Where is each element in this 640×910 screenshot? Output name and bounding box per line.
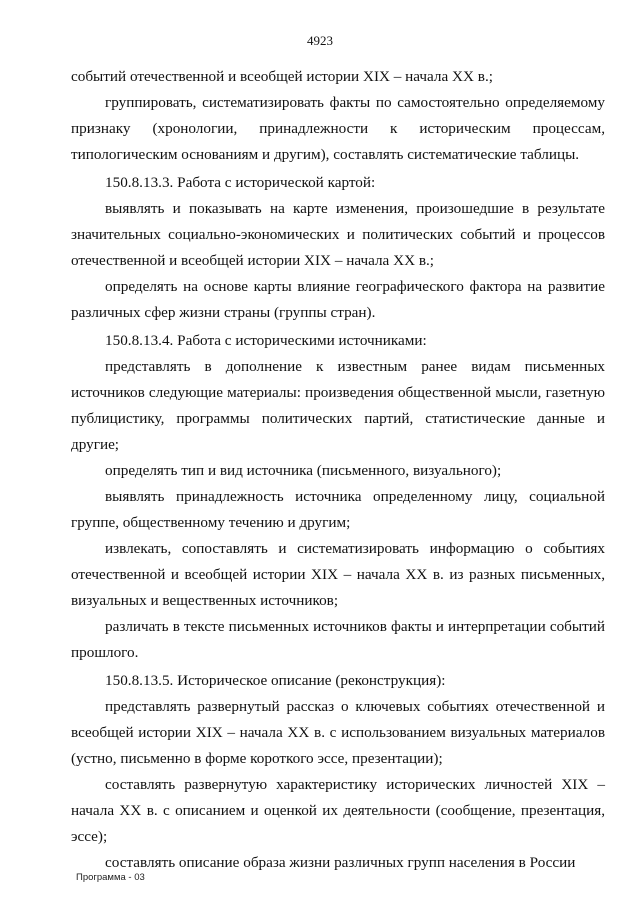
paragraph: извлекать, сопоставлять и систематизировать информацию о событиях отечественной и всеобщей истории XIX – начала XX в. из разных письменных, визуальных и вещественных источников; xyxy=(71,540,605,609)
section-heading: 150.8.13.3. Работа с исторической картой: xyxy=(105,174,376,191)
footer-program-label: Программа - 03 xyxy=(76,872,145,883)
paragraph: выявлять и показывать на карте изменения, произошедшие в результате значительных социально-экономических и политических событий и процессов отечественной и всеобщей истории XIX – начала XX в.; xyxy=(71,200,605,269)
body-text xyxy=(71,64,605,876)
page-number: 4923 xyxy=(307,33,333,48)
paragraph: определять на основе карты влияние географического фактора на развитие различных сфер жизни страны (группы стран). xyxy=(71,278,605,321)
section-heading: 150.8.13.5. Историческое описание (реконструкция): xyxy=(105,672,446,689)
paragraph: событий отечественной и всеобщей истории XIX – начала XX в.; xyxy=(71,68,493,85)
paragraph: составлять развернутую характеристику исторических личностей XIX – начала XX в. с описанием и оценкой их деятельности (сообщение, презентация, эссе); xyxy=(71,776,605,845)
paragraph: представлять развернутый рассказ о ключевых событиях отечественной и всеобщей истории XIX – начала XX в. с использованием визуальных материалов (устно, письменно в форме короткого эссе, презентации); xyxy=(71,698,605,767)
paragraph: группировать, систематизировать факты по самостоятельно определяемому признаку (хронологии, принадлежности к историческим процессам, типологическим основаниям и другим), составлять систематические таблицы. xyxy=(71,94,605,163)
paragraph: представлять в дополнение к известным ранее видам письменных источников следующие материалы: произведения общественной мысли, газетную публицистику, программы политических партий, статистические данные и другие; xyxy=(71,358,605,453)
paragraph: определять тип и вид источника (письменного, визуального); xyxy=(105,462,502,479)
paragraph: составлять описание образа жизни различных групп населения в России xyxy=(105,854,576,871)
section-heading: 150.8.13.4. Работа с историческими источниками: xyxy=(105,332,427,349)
paragraph: выявлять принадлежность источника определенному лицу, социальной группе, общественному течению и другим; xyxy=(71,488,605,531)
paragraph: различать в тексте письменных источников факты и интерпретации событий прошлого. xyxy=(71,618,605,661)
